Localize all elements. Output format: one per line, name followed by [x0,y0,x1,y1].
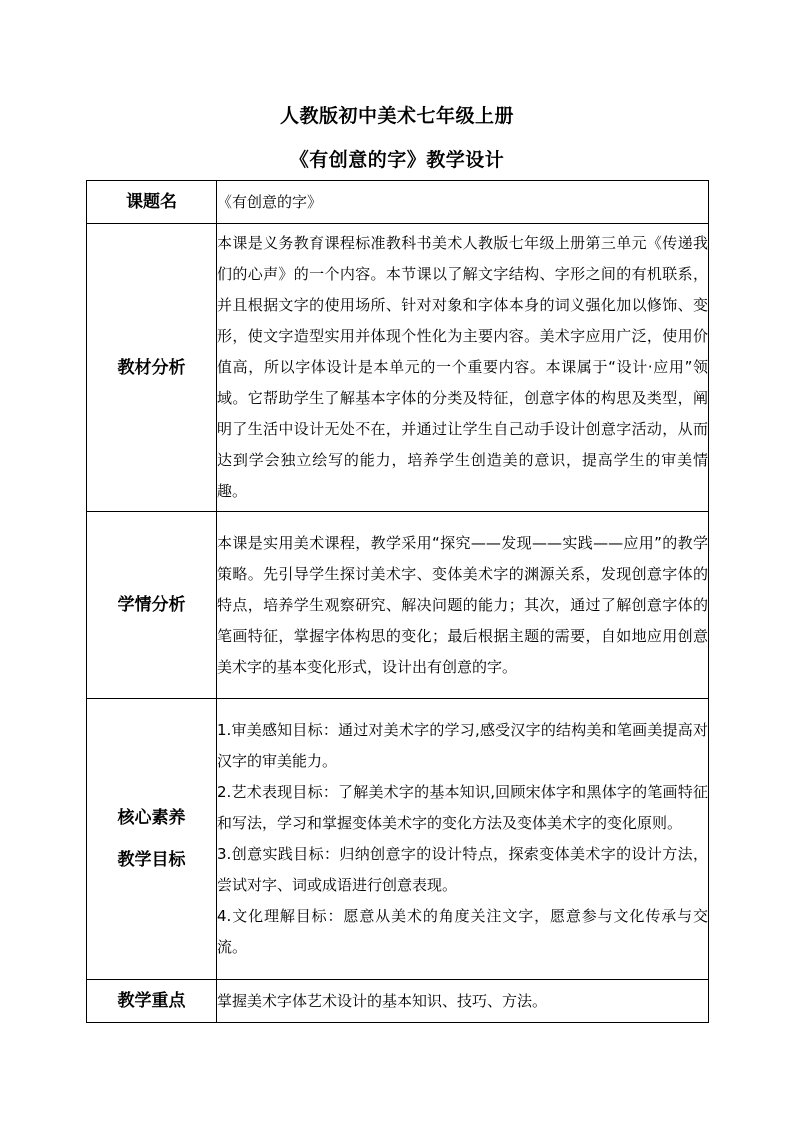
goal-item: 1.审美感知目标：通过对美术字的学习,感受汉字的结构美和笔画美提高对汉字的审美能力。 [217,721,708,770]
table-row-teaching-goals [87,699,709,980]
table-row-student-analysis [87,512,709,699]
student-analysis-content: 本课是实用美术课程，教学采用“探究——发现——实践——应用”的教学策略。先引导学生探讨美术字、变体美术字的渊源关系，发现创意字体的特点，培养学生观察研究、解决问题的能力；其次，通过了解创意字体的笔画特征，掌握字体构思的变化；最后根据主题的需要，自如地应用创意美术字的基本变化形式，设计出有创意的字。 [217,512,709,699]
key-points-content: 掌握美术字体艺术设计的基本知识、技巧、方法。 [217,980,709,1023]
teaching-goals-content [217,699,709,980]
topic-label: 课题名 [87,181,217,224]
material-analysis-content: 本课是义务教育课程标准教科书美术人教版七年级上册第三单元《传递我们的心声》的一个内容。本节课以了解文字结构、字形之间的有机联系，并且根据文字的使用场所、针对对象和字体本身的词义强化加以修饰、变形，使文字造型实用并体现个性化为主要内容。美术字应用广泛，使用价值高，所以字体设计是本单元的一个重要内容。本课属于“设计·应用”领域。它帮助学生了解基本字体的分类及特征，创意字体的构思及类型，阐明了生活中设计无处不在，并通过让学生自己动手设计创意字活动，从而达到学会独立绘写的能力，培养学生创造美的意识，提高学生的审美情趣。 [217,224,709,512]
goal-item: 2.艺术表现目标：了解美术字的基本知识,回顾宋体字和黑体字的笔画特征和写法，学习和掌握变体美术字的变化方法及变体美术字的变化原则。 [217,783,708,832]
teaching-goals-label [87,699,217,980]
document-title: 人教版初中美术七年级上册 [279,105,514,127]
table-row-key-points [87,980,709,1023]
goals-label-line2: 教学目标 [117,850,186,870]
material-analysis-label: 教材分析 [87,224,217,512]
goals-label-line1: 核心素养 [117,808,186,828]
student-analysis-label: 学情分析 [87,512,217,699]
lesson-plan-table [86,180,709,1023]
table-row-topic [87,181,709,224]
document-subtitle: 《有创意的字》教学设计 [289,149,505,171]
topic-content: 《有创意的字》 [217,181,709,224]
goal-item: 3.创意实践目标：归纳创意字的设计特点，探索变体美术字的设计方法，尝试对字、词或成语进行创意表现。 [217,845,708,894]
key-points-label: 教学重点 [87,980,217,1023]
table-row-material-analysis [87,224,709,512]
goal-item: 4.文化理解目标：愿意从美术的角度关注文字，愿意参与文化传承与交流。 [217,907,708,956]
